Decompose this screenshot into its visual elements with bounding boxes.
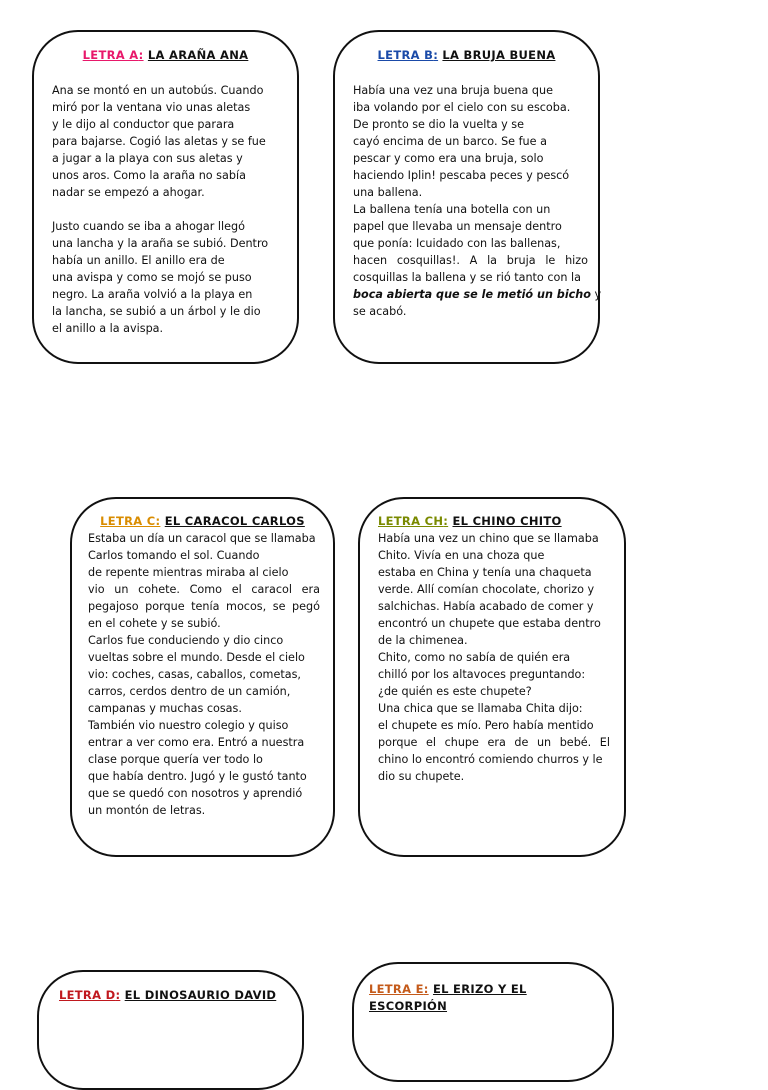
card-title: LETRA C: EL CARACOL CARLOS	[100, 514, 305, 528]
text-line: negro. La araña volvió a la playa en	[52, 288, 253, 301]
text-line: miró por la ventana vio unas aletas	[52, 101, 251, 114]
card-title: LETRA E: EL ERIZO Y EL ESCORPIÓN	[369, 982, 527, 1013]
text-line: Ana se montó en un autobús. Cuando	[52, 84, 264, 97]
text-line: verde. Allí comían chocolate, chorizo y	[378, 583, 595, 596]
story-title: EL DINOSAURIO DAVID	[124, 988, 277, 1002]
text-line: porque el chupe era de un bebé. El	[378, 736, 610, 749]
text-line: que había dentro. Jugó y le gustó tanto	[88, 770, 307, 783]
letter-label: LETRA D	[59, 988, 116, 1002]
story-text	[378, 530, 610, 785]
paragraph-2	[52, 218, 287, 337]
text-line: Había una vez una bruja buena que	[353, 84, 553, 97]
text-line: Estaba un día un caracol que se llamaba	[88, 532, 316, 545]
text-line: encontró un chupete que estaba dentro	[378, 617, 601, 630]
story-card-d	[37, 970, 304, 1090]
text-line: chilló por los altavoces preguntando:	[378, 668, 586, 681]
story-card-c	[70, 497, 335, 857]
text-line: campanas y muchas cosas.	[88, 702, 242, 715]
letter-label: LETRA A	[82, 48, 139, 62]
letter-label: LETRA C	[100, 514, 156, 528]
text-line: ¿de quién es este chupete?	[378, 685, 532, 698]
text-line: el chupete es mío. Pero había mentido	[378, 719, 594, 732]
text-line: la lancha, se subió a un árbol y le dio	[52, 305, 261, 318]
text-line: entrar a ver como era. Entró a nuestra	[88, 736, 305, 749]
text-line: Carlos tomando el sol. Cuando	[88, 549, 260, 562]
paragraph-1	[52, 82, 287, 201]
text-line: se acabó.	[353, 305, 407, 318]
text-line: cayó encima de un barco. Se fue a	[353, 135, 547, 148]
text-line: que se quedó con nosotros y aprendió	[88, 787, 303, 800]
text-line: chino lo encontró comiendo churros y le	[378, 753, 603, 766]
text-line: nadar se empezó a ahogar.	[52, 186, 205, 199]
story-title: LA BRUJA BUENA	[442, 48, 556, 62]
text-line: estaba en China y tenía una chaqueta	[378, 566, 592, 579]
story-title: EL CHINO CHITO	[452, 514, 562, 528]
letter-label: LETRA CH	[378, 514, 444, 528]
story-title: EL CARACOL CARLOS	[164, 514, 305, 528]
story-card-ch	[358, 497, 626, 857]
text-line: De pronto se dio la vuelta y se	[353, 118, 525, 131]
text-line: vio: coches, casas, caballos, cometas,	[88, 668, 301, 681]
story-title: LA ARAÑA ANA	[147, 48, 249, 62]
text-line: salchichas. Había acabado de comer y	[378, 600, 594, 613]
text-line: La ballena tenía una botella con un	[353, 203, 551, 216]
story-title-line-2: ESCORPIÓN	[369, 999, 448, 1013]
story-title-line-1: EL ERIZO Y EL	[432, 982, 527, 996]
text-line: cosquillas la ballena y se rió tanto con la	[353, 271, 581, 284]
text-line: hacen cosquillas!. A la bruja le hizo	[353, 254, 588, 267]
text-line: unos aros. Como la araña no sabía	[52, 169, 246, 182]
text-line: iba volando por el cielo con su escoba.	[353, 101, 571, 114]
story-text	[52, 82, 287, 337]
text-line-emphasis	[353, 286, 602, 303]
card-title: LETRA D: EL DINOSAURIO DAVID	[59, 988, 277, 1002]
text-line: dio su chupete.	[378, 770, 465, 783]
text-fragment: y	[590, 288, 602, 301]
text-line: pegajoso porque tenía mocos, se pegó	[88, 600, 320, 613]
text-line: carros, cerdos dentro de un camión,	[88, 685, 291, 698]
text-line: de repente mientras miraba al cielo	[88, 566, 289, 579]
text-line: una ballena.	[353, 186, 423, 199]
story-text	[353, 82, 602, 320]
text-line: una avispa y como se mojó se puso	[52, 271, 252, 284]
text-line: una lancha y la araña se subió. Dentro	[52, 237, 269, 250]
text-line: un montón de letras.	[88, 804, 206, 817]
text-line: que ponía: Icuidado con las ballenas,	[353, 237, 561, 250]
text-line: vio un cohete. Como el caracol era	[88, 583, 320, 596]
text-line: Chito. Vivía en una choza que	[378, 549, 545, 562]
text-line: para bajarse. Cogió las aletas y se fue	[52, 135, 266, 148]
text-line: Justo cuando se iba a ahogar llegó	[52, 220, 245, 233]
text-line: vueltas sobre el mundo. Desde el cielo	[88, 651, 305, 664]
card-title: LETRA CH: EL CHINO CHITO	[378, 514, 562, 528]
text-line: y le dijo al conductor que parara	[52, 118, 235, 131]
text-line: a jugar a la playa con sus aletas y	[52, 152, 243, 165]
text-line: clase porque quería ver todo lo	[88, 753, 263, 766]
card-title: LETRA B: LA BRUJA BUENA	[377, 48, 556, 62]
text-line: Había una vez un chino que se llamaba	[378, 532, 599, 545]
text-line: Una chica que se llamaba Chita dijo:	[378, 702, 583, 715]
text-line: pescar y como era una bruja, solo	[353, 152, 544, 165]
text-line: había un anillo. El anillo era de	[52, 254, 225, 267]
story-card-a	[32, 30, 299, 364]
text-line: papel que llevaba un mensaje dentro	[353, 220, 562, 233]
text-line: de la chimenea.	[378, 634, 468, 647]
card-title: LETRA A: LA ARAÑA ANA	[82, 48, 249, 62]
text-line: Chito, como no sabía de quién era	[378, 651, 571, 664]
text-line: También vio nuestro colegio y quiso	[88, 719, 289, 732]
story-card-e	[352, 962, 614, 1082]
letter-label: LETRA B	[377, 48, 434, 62]
text-line: el anillo a la avispa.	[52, 322, 164, 335]
letter-label: LETRA E	[369, 982, 424, 996]
text-line: haciendo Iplin! pescaba peces y pescó	[353, 169, 570, 182]
story-text	[88, 530, 320, 819]
text-line: Carlos fue conduciendo y dio cinco	[88, 634, 284, 647]
story-card-b	[333, 30, 600, 364]
text-line: en el cohete y se subió.	[88, 617, 221, 630]
emphasis-text: boca abierta que se le metió un bicho	[353, 288, 591, 301]
